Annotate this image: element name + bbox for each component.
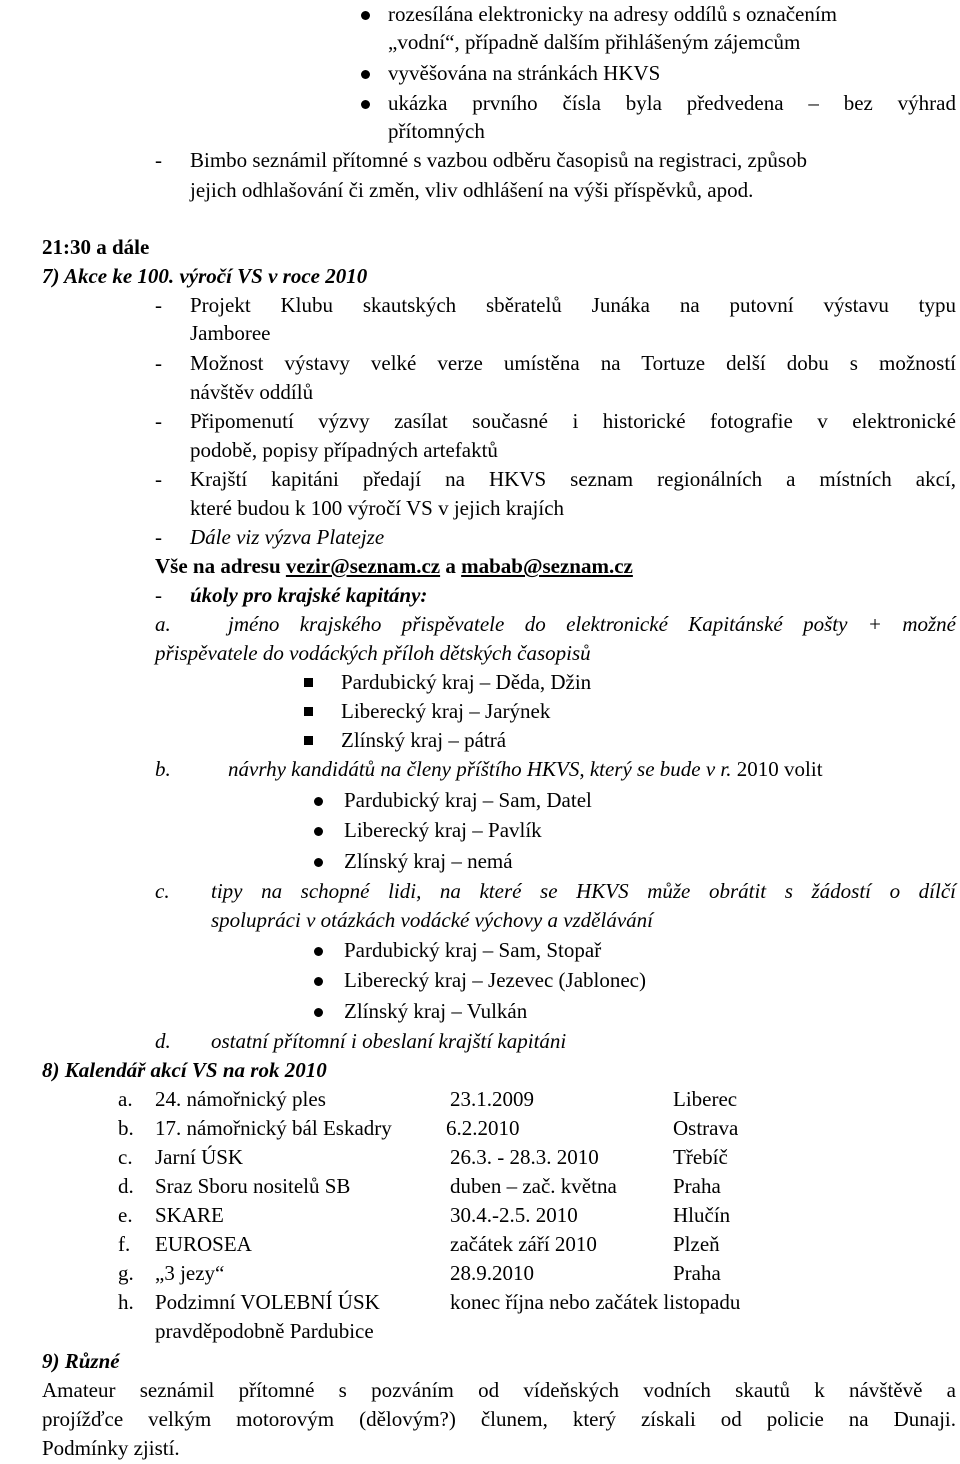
event-place: Liberec xyxy=(673,1087,738,1111)
email-label: Vše na adresu xyxy=(155,554,286,578)
heading-part: výročí VS v roce 2010 xyxy=(179,264,368,288)
region-item: Zlínský kraj – nemá xyxy=(344,849,513,873)
event-place: Hlučín xyxy=(673,1203,731,1227)
paragraph-line: jejich odhlašování či změn, vliv odhlášení na výši příspěvků, apod. xyxy=(190,178,754,202)
bullet-icon xyxy=(314,827,323,836)
event-name: Podzimní VOLEBNÍ ÚSK xyxy=(155,1290,380,1314)
row-letter: h. xyxy=(118,1290,134,1314)
event-name: SKARE xyxy=(155,1203,224,1227)
item-line: Možnost výstavy velké verze umístěna na Tortuze delší dobu s možností xyxy=(190,351,956,375)
bullet-icon xyxy=(361,11,370,20)
row-letter: b. xyxy=(118,1116,134,1140)
event-date: konec října nebo začátek listopadu xyxy=(450,1290,741,1314)
square-bullet-icon xyxy=(304,678,313,687)
tasks-heading: úkoly pro krajské kapitány: xyxy=(190,583,428,607)
item-line: které budou k 100 výročí VS v jejich krajích xyxy=(190,496,565,520)
task-line: jméno krajského přispěvatele do elektronické Kapitánské pošty + možné xyxy=(228,612,956,636)
event-place: Praha xyxy=(673,1261,721,1285)
region-item: Pardubický kraj – Sam, Stopař xyxy=(344,938,602,962)
bullet-icon xyxy=(361,70,370,79)
paragraph-line: Amateur seznámil přítomné s pozváním od vídeňských vodních skautů k návštěvě a xyxy=(42,1378,956,1402)
region-item: Pardubický kraj – Sam, Datel xyxy=(344,788,592,812)
bullet-text: přítomných xyxy=(388,119,485,143)
dash-marker: - xyxy=(155,525,162,549)
region-item: Liberecký kraj – Jezevec (Jablonec) xyxy=(344,968,646,992)
event-date: 28.9.2010 xyxy=(450,1261,534,1285)
event-date: 30.4.-2.5. 2010 xyxy=(450,1203,578,1227)
item-line: podobě, popisy případných artefaktů xyxy=(190,438,498,462)
email-link[interactable]: mabab@seznam.cz xyxy=(461,554,633,578)
dash-marker: - xyxy=(155,293,162,317)
paragraph-line: Podmínky zjistí. xyxy=(42,1436,180,1460)
task-line: přispěvatele do vodáckých příloh dětských časopisů xyxy=(155,641,591,665)
item-line: Jamboree xyxy=(190,321,271,345)
dash-marker: - xyxy=(155,409,162,433)
row-letter: c. xyxy=(118,1145,133,1169)
event-place: Plzeň xyxy=(673,1232,720,1256)
paragraph-line: Bimbo seznámil přítomné s vazbou odběru časopisů na registraci, způsob xyxy=(190,148,808,172)
event-place: Třebíč xyxy=(673,1145,728,1169)
bullet-text: ukázka prvního čísla byla předvedena – bez výhrad xyxy=(388,91,956,115)
task-line: ostatní přítomní i obeslaní krajští kapitáni xyxy=(211,1029,567,1053)
square-bullet-icon xyxy=(304,707,313,716)
event-date: duben – zač. května xyxy=(450,1174,617,1198)
event-name: Sraz Sboru nositelů SB xyxy=(155,1174,351,1198)
email-link[interactable]: vezir@seznam.cz xyxy=(285,554,441,578)
paragraph-line: projížďce velkým motorovým (dělovým?) člunem, který získali od policie na Dunaji. xyxy=(42,1407,956,1431)
row-letter: f. xyxy=(118,1232,131,1256)
item-line: Připomenutí výzvy zasílat současné i historické fotografie v elektronické xyxy=(190,409,956,433)
item-line: Krajští kapitáni předají na HKVS seznam regionálních a místních akcí, xyxy=(190,467,956,491)
bullet-icon xyxy=(314,947,323,956)
event-date: 6.2.2010 xyxy=(446,1116,520,1140)
row-letter: d. xyxy=(118,1174,134,1198)
section-heading: 9) Různé xyxy=(42,1349,120,1373)
event-place: Praha xyxy=(673,1174,721,1198)
dash-marker: - xyxy=(155,148,162,172)
item-line: Dále viz výzva Platejze xyxy=(190,525,385,549)
bullet-icon xyxy=(314,797,323,806)
event-place: Ostrava xyxy=(673,1116,739,1140)
row-letter: a. xyxy=(118,1087,133,1111)
bullet-text: rozesílána elektronicky na adresy oddílů s označením xyxy=(388,2,837,26)
event-name: 24. námořnický ples xyxy=(155,1087,326,1111)
item-line: Projekt Klubu skautských sběratelů Junáka na putovní výstavu typu xyxy=(190,293,956,317)
bullet-text: vyvěšována na stránkách HKVS xyxy=(388,61,661,85)
event-date: začátek září 2010 xyxy=(450,1232,597,1256)
region-item: Zlínský kraj – pátrá xyxy=(341,728,507,752)
dash-marker: - xyxy=(155,351,162,375)
event-name: EUROSEA xyxy=(155,1232,252,1256)
section-heading: 8) Kalendář akcí VS na rok 2010 xyxy=(42,1058,327,1082)
square-bullet-icon xyxy=(304,736,313,745)
event-date: 26.3. - 28.3. 2010 xyxy=(450,1145,599,1169)
bullet-text: „vodní“, případně dalším přihlášeným zájemcům xyxy=(388,30,801,54)
task-line: spolupráci v otázkách vodácké výchovy a vzdělávání xyxy=(211,908,653,932)
heading-part: 7) Akce ke 100. xyxy=(42,264,175,288)
list-letter: d. xyxy=(155,1029,171,1053)
region-item: Pardubický kraj – Děda, Džin xyxy=(341,670,592,694)
task-text: návrhy kandidátů na členy příštího HKVS, který se bude v r. xyxy=(228,757,732,781)
list-letter: c. xyxy=(155,879,170,903)
row-letter: g. xyxy=(118,1261,134,1285)
dash-marker: - xyxy=(155,467,162,491)
task-line xyxy=(228,755,823,784)
event-name: Jarní ÚSK xyxy=(155,1145,244,1169)
row-letter: e. xyxy=(118,1203,133,1227)
list-letter: a. xyxy=(155,612,171,636)
bullet-icon xyxy=(361,100,370,109)
region-item: Zlínský kraj – Vulkán xyxy=(344,999,528,1023)
region-item: Liberecký kraj – Pavlík xyxy=(344,818,542,842)
event-name: 17. námořnický bál Eskadry xyxy=(155,1116,392,1140)
bullet-icon xyxy=(314,1008,323,1017)
time-heading: 21:30 a dále xyxy=(42,235,150,259)
list-letter: b. xyxy=(155,757,171,781)
section-heading xyxy=(42,262,367,291)
bullet-icon xyxy=(314,977,323,986)
task-line: tipy na schopné lidi, na které se HKVS může obrátit s žádostí o dílčí xyxy=(211,879,956,903)
dash-marker: - xyxy=(155,583,162,607)
item-line: návštěv oddílů xyxy=(190,380,314,404)
email-line xyxy=(155,552,633,581)
email-connector: a xyxy=(440,554,462,578)
task-text: 2010 volit xyxy=(731,757,823,781)
event-name-cont: pravděpodobně Pardubice xyxy=(155,1319,374,1343)
event-date: 23.1.2009 xyxy=(450,1087,534,1111)
region-item: Liberecký kraj – Jarýnek xyxy=(341,699,551,723)
bullet-icon xyxy=(314,858,323,867)
event-name: „3 jezy“ xyxy=(155,1261,225,1285)
